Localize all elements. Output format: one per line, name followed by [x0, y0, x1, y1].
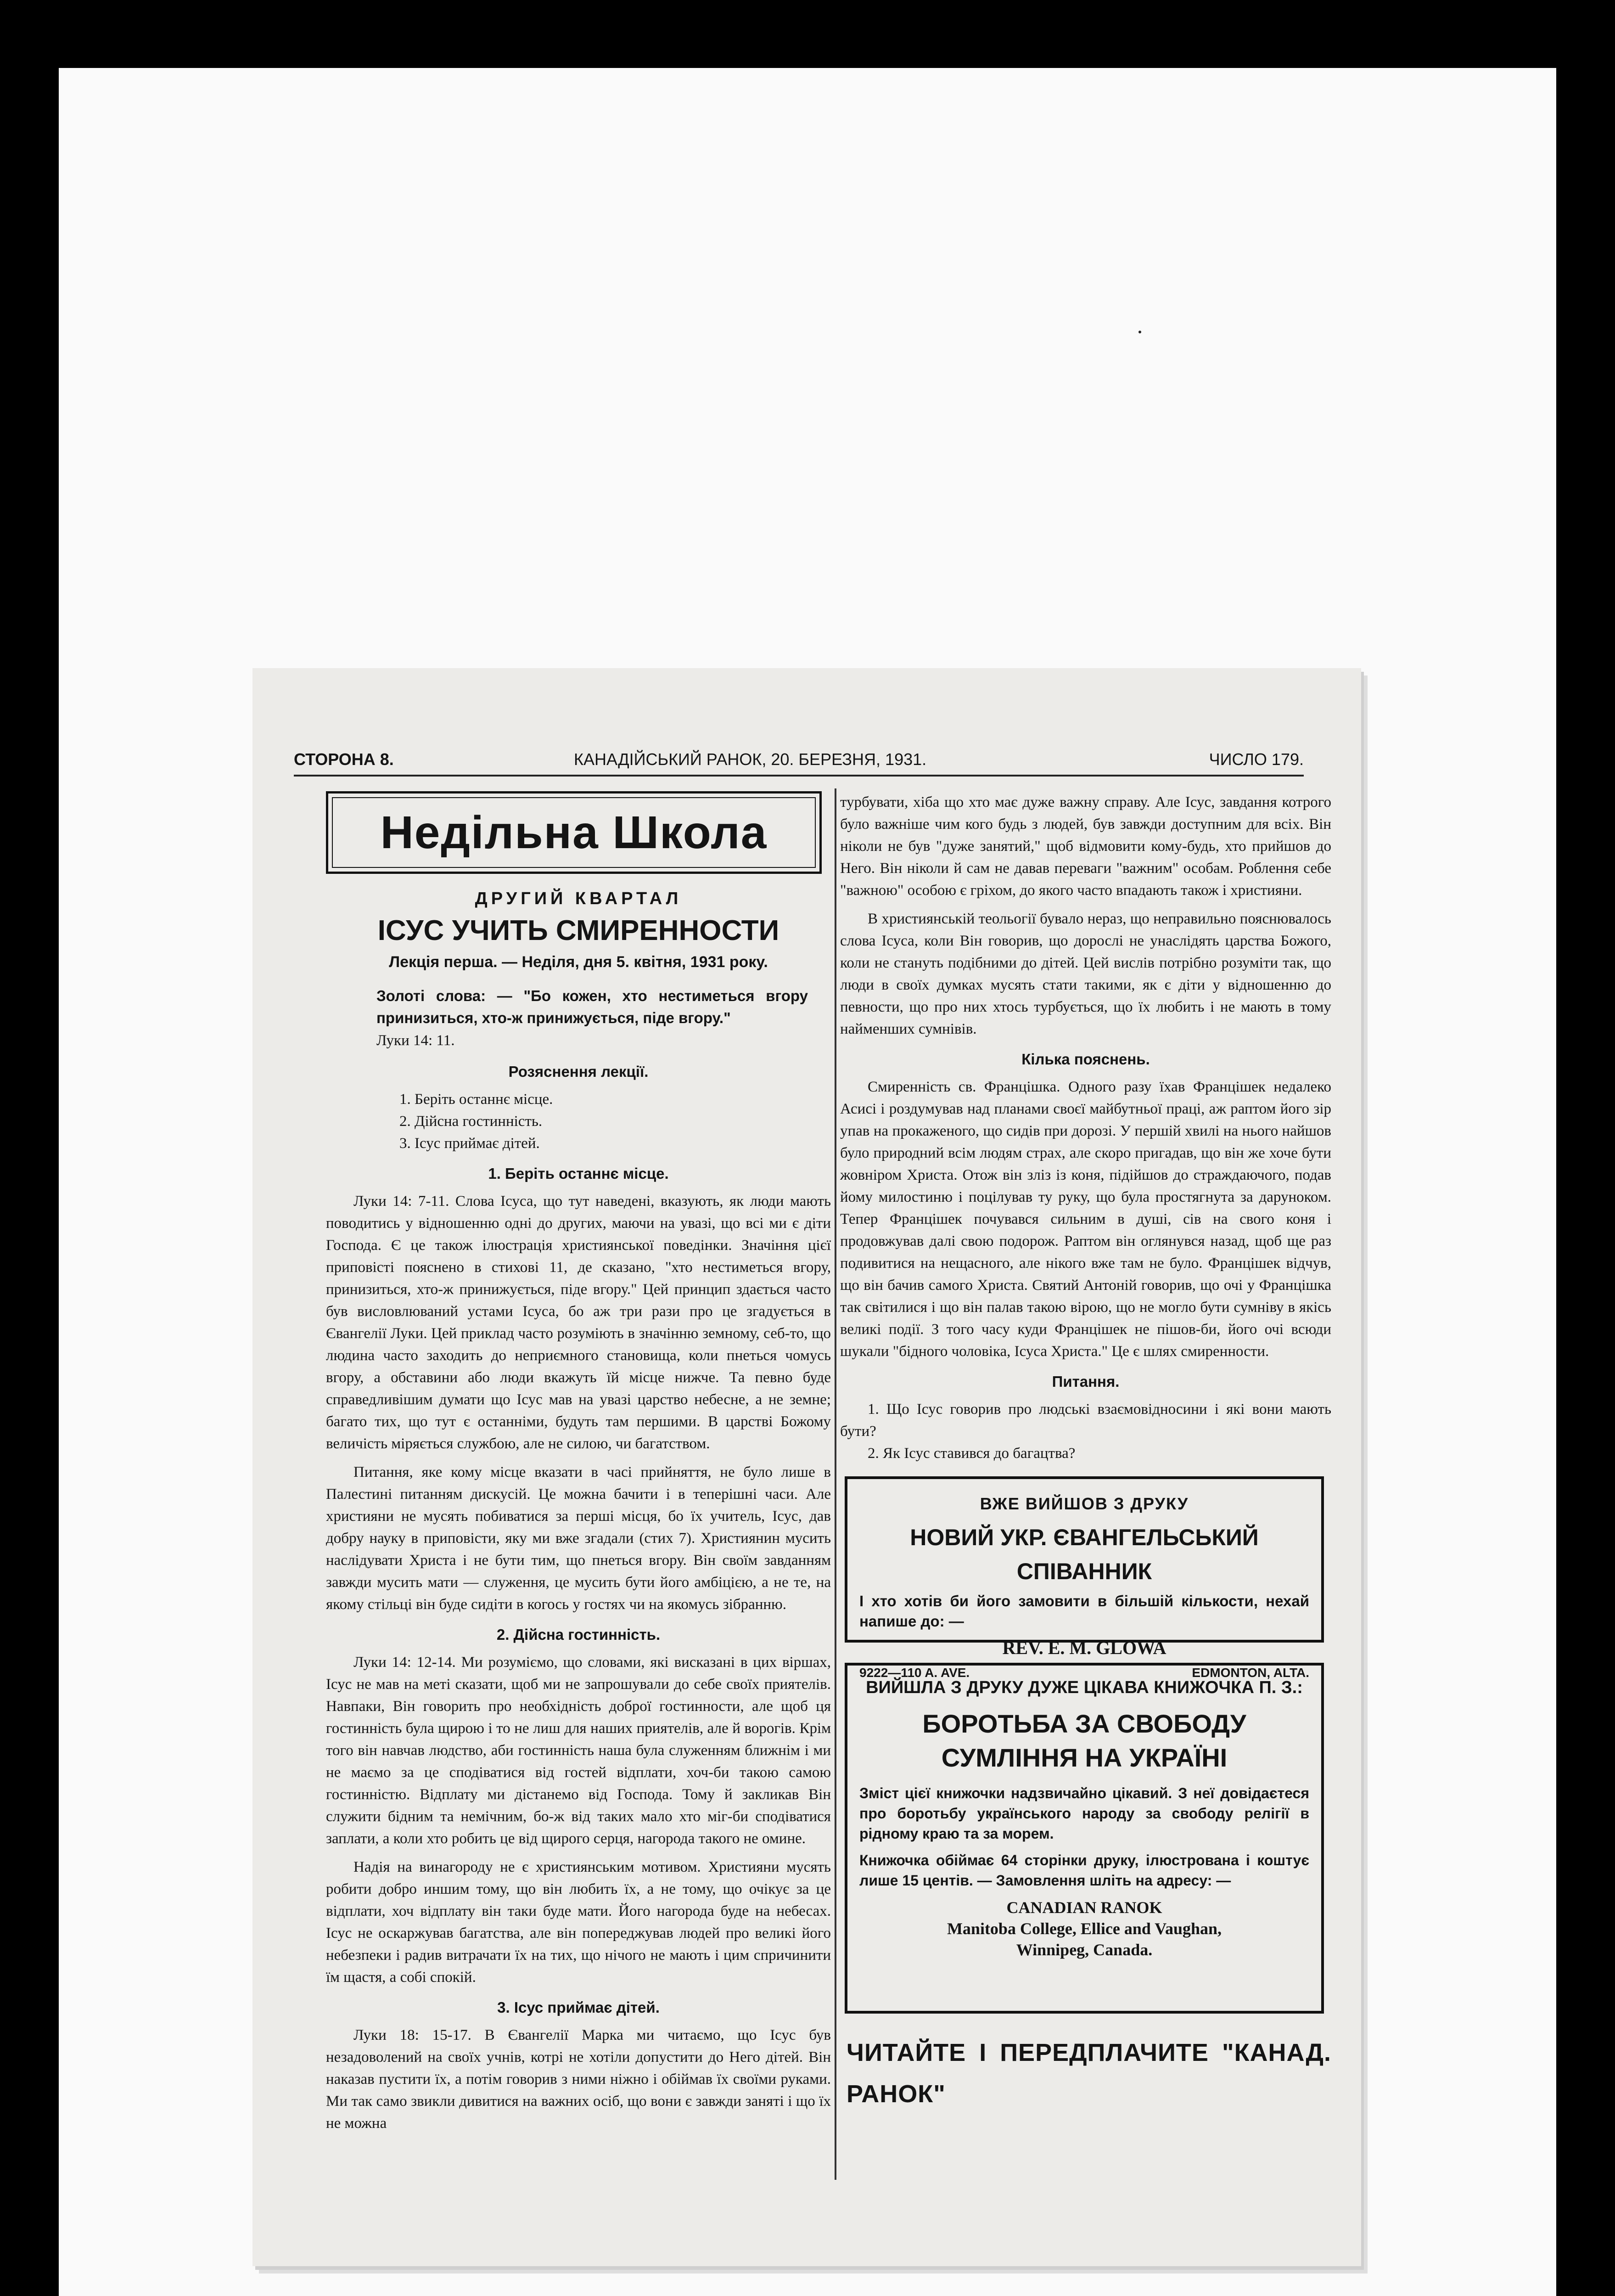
paragraph: Смиренність св. Францішка. Одного разу їхав Францішек недалеко Асисі і роздумував над планами своєї майбутньої праці, аж раптом його зір упав на прокаженого, що сидів при дорозі. У першій хвилі на нього найшов було природний всім людям страх, але скоро пригадав, що він же хоче бути жовніром Христа. Отож він зліз із коня, підійшов до страждаючого, подав йому милостиню і поцілував ту руку, що була простягнута за даруноком. Тепер Францішек почувався сильним в душі, сів на свого коня і продовжував далі свою подорож. Раптом він оглянувся назад, щоб ще раз подивитися на нещасного, але нікого вже там не було. Францішек відчув, що він бачив самого Христа. Святий Антоній говорив, що очі у Францішка так світилися і що він палав такою вірою, що не могло бути сумніву в якісь великі події. З того часу куди Францішек не пішов-би, його очі всюди шукали "бідного чоловіка, Ісуса Христа." Це є шлях смиренности. — [840, 1079, 1331, 1360]
masthead-box — [326, 791, 822, 874]
column-divider — [835, 788, 836, 2180]
lesson-title: ІСУС УЧИТЬ СМИРЕННОСТИ — [377, 915, 779, 946]
ad-kicker: ВИЙШЛА З ДРУКУ ДУЖЕ ЦІКАВА КНИЖОЧКА П. З.: — [866, 1678, 1303, 1697]
film-speck — [1138, 331, 1141, 333]
quarter-heading: ДРУГИЙ КВАРТАЛ — [475, 889, 682, 908]
newspaper-page — [252, 668, 1361, 2266]
ad-title: БОРОТЬБА ЗА СВОБОДУ СУМЛІННЯ НА УКРАЇНІ — [922, 1709, 1246, 1772]
ad-city: EDMONTON, ALTA. — [1192, 1666, 1309, 1680]
issue-number: ЧИСЛО 179. — [1209, 750, 1304, 769]
paragraph: турбувати, хіба що хто має дуже важну справу. Але Ісус, завдання котрого було важніше чим кого будь з людей, був завжди доступним для всіх. Він ніколи не був "дуже занятий," щоб відмовити кому-будь, хто прийшов до Него. Він ніколи й сам не давав переваги "важним" особам. Роблення себе "важною" особою є гріхом, до якого часто впадають також і християни. — [840, 794, 1331, 899]
ad-address-city: Winnipeg, Canada. — [1016, 1941, 1153, 1959]
paragraph: Питання, яке кому місце вказати в часі прийняття, не було лише в Палестині питанням дискусій. Це можна бачити і в теперішні часи. Але християни не мусять побиватися за перші місця, бо їх учитель, Ісус, дав добру науку в приповісти, яку ми вже згадали (стих 7). Християнин мусить наслідувати Христа і не бути тим, що пнеться вгору. Він своїм завданням завжди мусить мати — служення, це мусить бути його амбіцією, а не те, на якому стільці він буде сидіти в когось у гостях чи на якомусь зібранню. — [326, 1464, 831, 1613]
lesson-date: Лекція перша. — Неділя, дня 5. квітня, 1931 року. — [389, 953, 768, 971]
page-number: СТОРОНА 8. — [294, 750, 394, 769]
newspaper-title-date: КАНАДІЙСЬКИЙ РАНОК, 20. БЕРЕЗНЯ, 1931. — [574, 750, 927, 769]
ad-body: Зміст цієї книжочки надзвичайно цікавий. З неї довідаєтеся про боротьбу українського народу за свободу релігії в рідному краю та за морем. — [859, 1785, 1309, 1842]
outline-item: 1. Беріть останнє місце. — [399, 1091, 553, 1108]
ad-contact-name: REV. E. M. GLOWA — [1002, 1638, 1166, 1658]
paragraph: В християнській теольогії бувало нераз, що неправильно пояснювалось слова Ісуса, коли Він говорив, що дорослі не унаслідять царства Божого, коли не стануть подібними до дітей. Цей вислів потрібно розуміти так, що люди в своїх думках мусять стати такими, як є діти у відношенню до певности, що про них хтось турбується, що їх любить і не мають в тому найменших сумнівів. — [840, 911, 1331, 1037]
outline-list — [326, 1088, 831, 1154]
ad-address-name: CANADIAN RANOK — [1006, 1898, 1162, 1917]
golden-text-reference: Луки 14: 11. — [376, 1032, 455, 1049]
question-item: 1. Що Ісус говорив про людські взаємовідносини і які вони мають бути? — [840, 1401, 1331, 1440]
section-heading: 1. Беріть останнє місце. — [488, 1165, 669, 1182]
section-heading: 3. Ісус приймає дітей. — [497, 1999, 660, 2016]
outline-item: 2. Дійсна гостинність. — [399, 1113, 543, 1130]
booklet-advertisement — [845, 1663, 1324, 2014]
masthead: Недільна Школа — [332, 797, 816, 868]
questions-heading: Питання. — [1052, 1373, 1120, 1390]
left-column — [326, 791, 831, 2178]
paragraph: Луки 14: 7-11. Слова Ісуса, що тут наведені, вказують, як люди мають поводитись у відношенню одні до других, маючи на увазі, що всі ми є діти Господа. Є це також ілюстрація християнської поведінки. Значіння цієї приповісті пояснено в стихові 11, де сказано, "хто нестиметься вгору, принизиться, хто-ж принижується, піде вгору." Цей принцип здається часто був висловлюваний устами Ісуса, бо аж три рази про це згадується в Євангелії Луки. Цей приклад часто розуміють в значінню земному, себ-то, що людина часто заходить до неприємного становища, коли пнеться чомусь вгору, а обставини або люди вкажуть їй місце нижче. Та певно буде справедливішим думати що Ісус мав на увазі царство небесне, а не земне; багато тих, що тут є останніми, будуть там першими. В царстві Божому величість міряється службою, але не силою, чи багатством. — [326, 1193, 831, 1452]
notes-heading: Кілька пояснень. — [1021, 1051, 1150, 1068]
paragraph: Луки 14: 12-14. Ми розуміємо, що словами, які висказані в цих віршах, Ісус не мав на меті сказати, щоб ми не запрошували до себе своїх приятелів. Навпаки, Він говорить про необхідність доброї гостинности, але щоб ця гостинність була щирою і то не лиш для наших приятелів, але й ворогів. Крім того він навчав людство, аби гостинність наша була служенням ближнім і ми не маємо за це сподіватися від гостей відплати, хоч-би такою самою гостинністю. Відплату ми дістанемо від Господа. Тому й закликав Він служити бідним та немічним, бо-ж від таких мало хто міг-би сподіватися заплати, а коли хто робить це від щирого серця, нагорода такого не омине. — [326, 1654, 831, 1847]
ad-body: Книжочка обіймає 64 сторінки друку, ілюстрована і коштує лише 15 центів. — Замовлення шліть на адресу: — — [859, 1852, 1309, 1889]
ad-body: І хто хотів би його замовити в більшій кількости, нехай напише до: — — [859, 1593, 1309, 1630]
header-rule — [294, 775, 1304, 777]
right-column — [840, 791, 1331, 2178]
golden-text — [326, 985, 831, 1052]
section-heading: 2. Дійсна гостинність. — [496, 1626, 661, 1643]
page-header — [294, 750, 1304, 774]
outline-item: 3. Ісус приймає дітей. — [399, 1135, 540, 1152]
paragraph: Луки 18: 15-17. В Євангелії Марка ми читаємо, що Ісус був незадоволений на своїх учнів, котрі не хотіли допустити до Него дітей. Він наказав пустити їх, а потім говорив з ними ніжно і обіймав їх своїми руками. Ми так само звикли дивитися на важних осіб, що вони є завжди заняті і що їх не можна — [326, 2027, 831, 2132]
hymnal-advertisement — [845, 1476, 1324, 1680]
ad-kicker: ВЖЕ ВИЙШОВ З ДРУКУ — [980, 1494, 1189, 1513]
ad-address-street: Manitoba College, Ellice and Vaughan, — [947, 1919, 1222, 1938]
subscription-slogan: ЧИТАЙТЕ І ПЕРЕДПЛАЧИТЕ "КАНАД. РАНОК" — [847, 2039, 1331, 2108]
question-item: 2. Як Ісус ставився до багацтва? — [868, 1445, 1076, 1462]
ad-street: 9222—110 A. AVE. — [859, 1666, 970, 1680]
ad-title: НОВИЙ УКР. ЄВАНГЕЛЬСЬКИЙ СПІВАННИК — [910, 1525, 1259, 1584]
golden-text-quote: Золоті слова: — "Бо кожен, хто нестиметься вгору принизиться, хто-ж принижується, піде вгору." — [376, 987, 808, 1026]
paragraph: Надія на винагороду не є християнським мотивом. Християни мусять робити добро иншим тому, що він любить їх, а не тому, що очікує за це відплати, хоч відплату він таки буде мати. Його нагорода буде на небесах. Ісус не оскаржував багатства, але він попереджував людей про великі його небезпеки і радив витрачати їх на тих, що нічого не мають і цим спричинити їм щастя, а собі спокій. — [326, 1859, 831, 1986]
outline-heading: Розяснення лекції. — [508, 1063, 649, 1080]
